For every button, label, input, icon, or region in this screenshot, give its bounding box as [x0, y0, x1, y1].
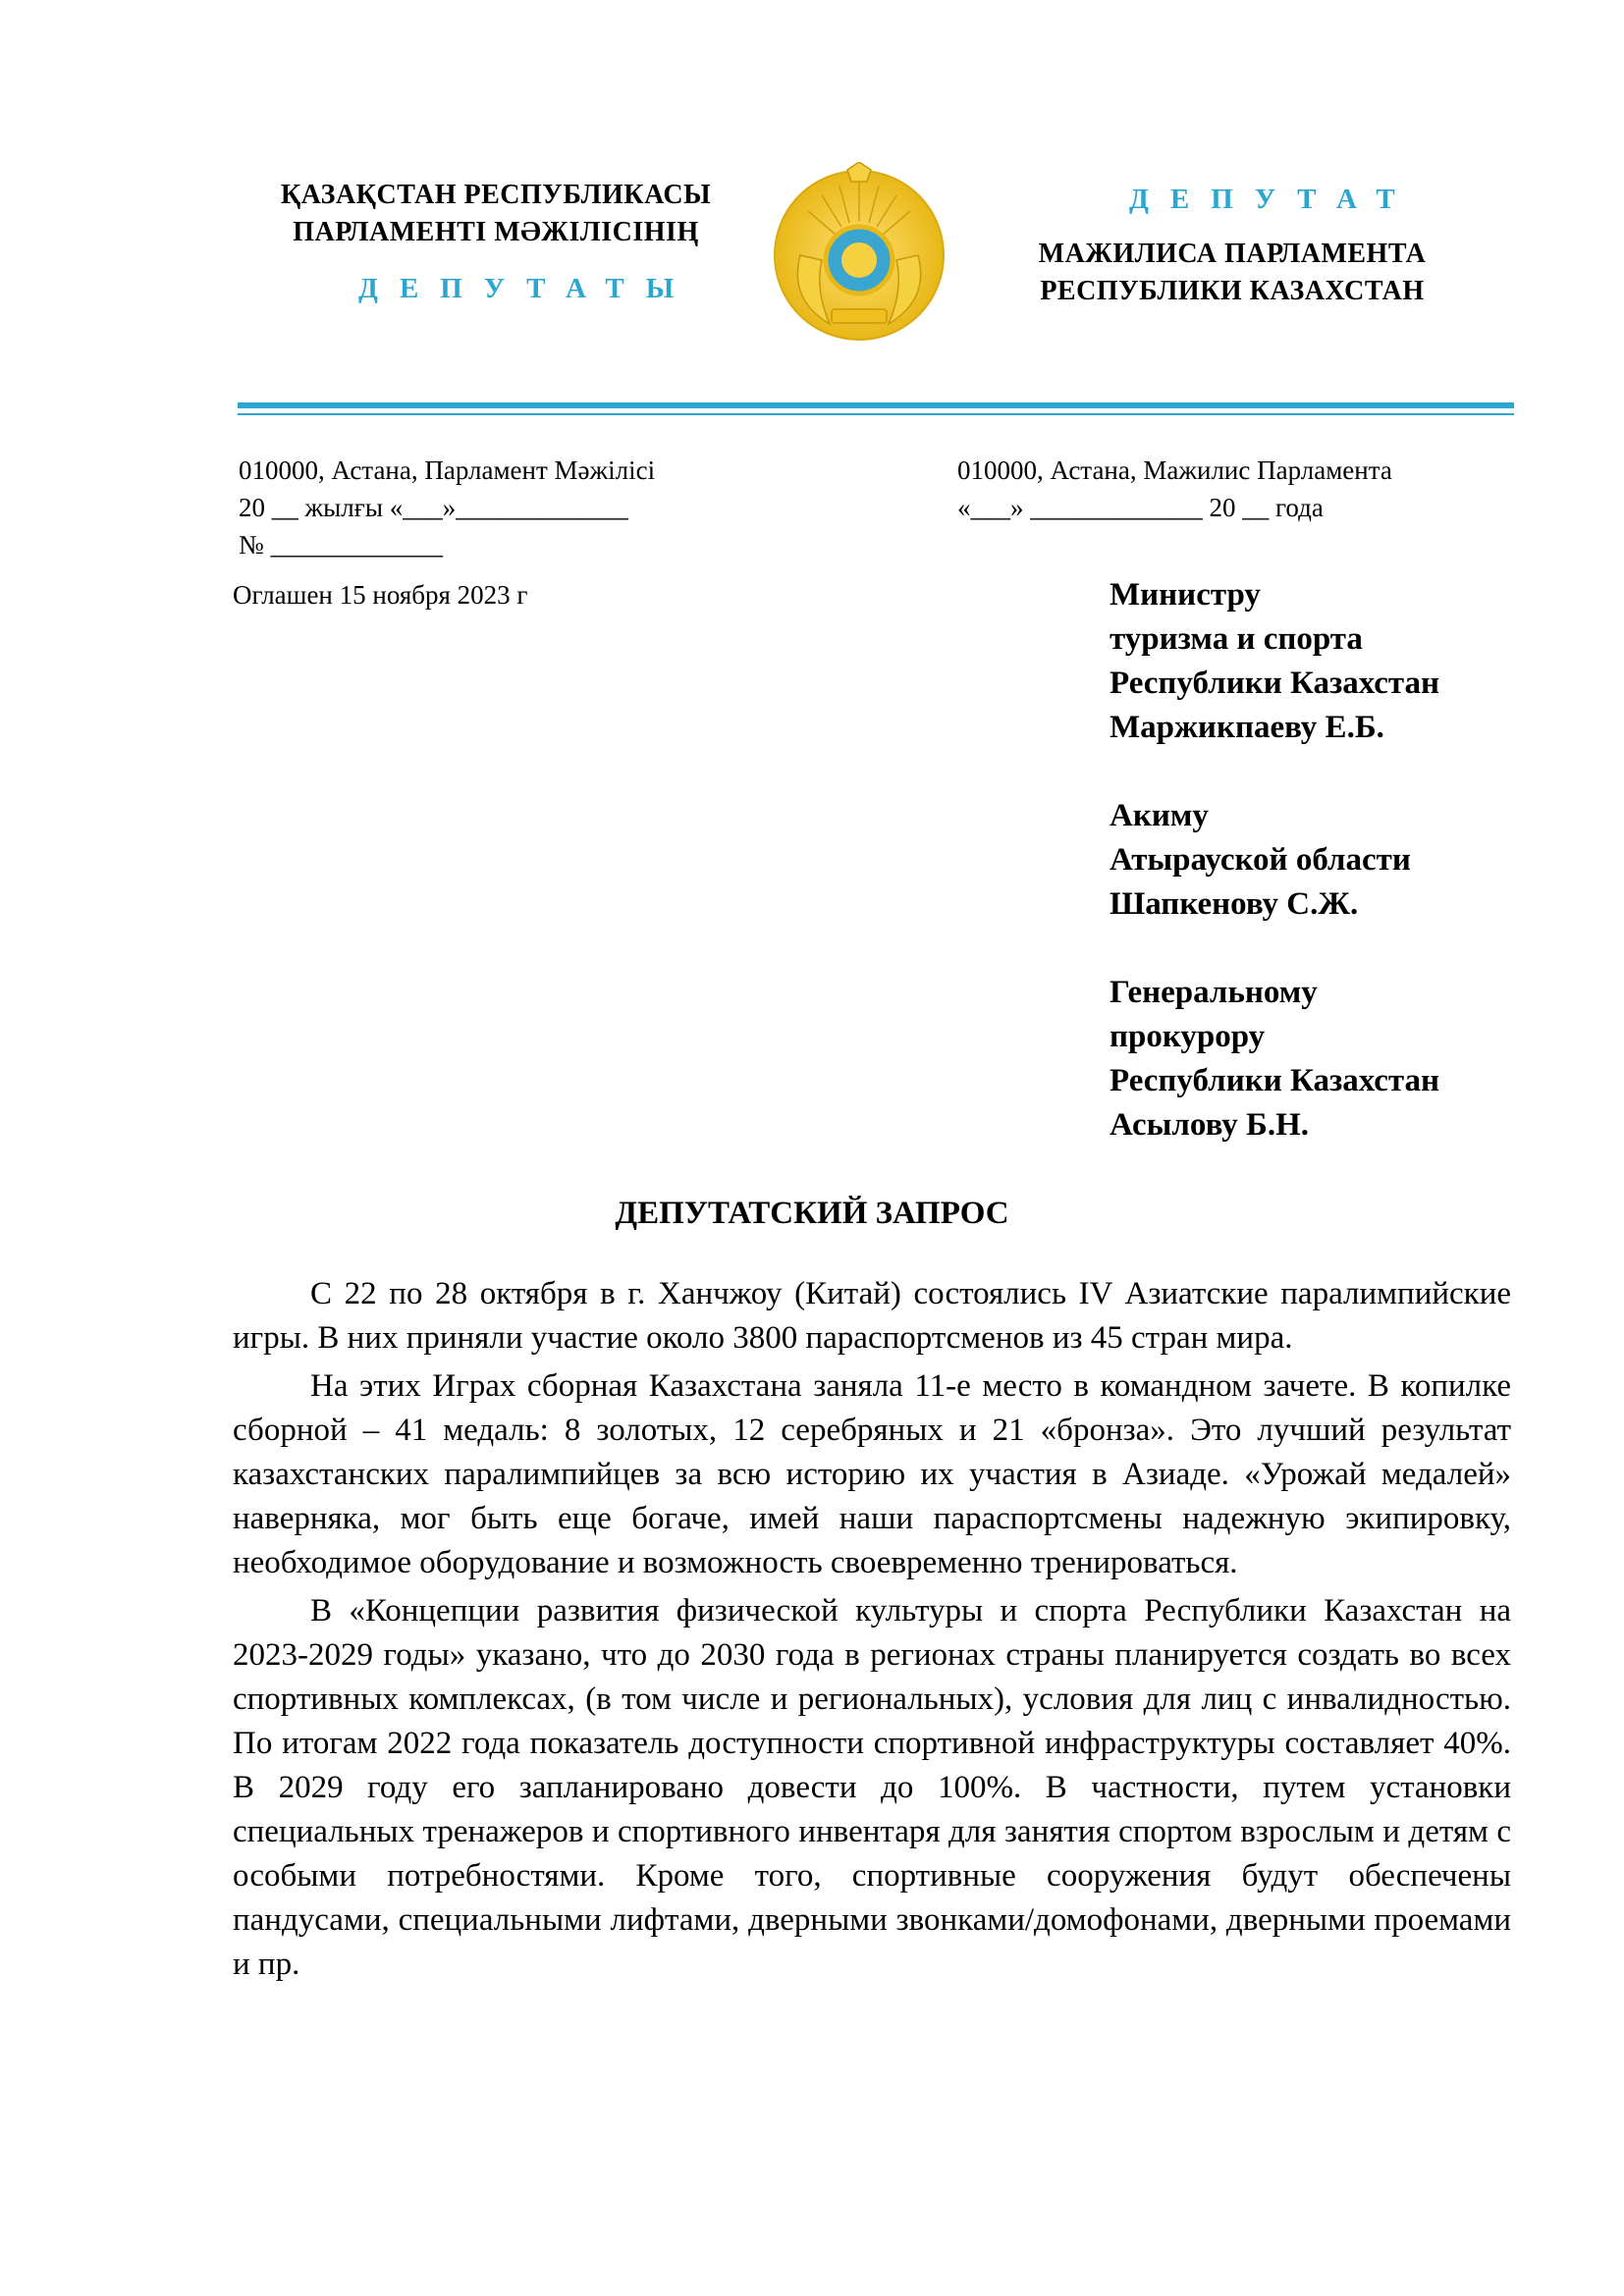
addressee-line: Маржикпаеву Е.Б. [1110, 710, 1384, 745]
addressee-minister [1110, 573, 1522, 750]
registration-kz-number: № _____________ [239, 530, 444, 560]
addressee-line: прокурору [1110, 1019, 1266, 1054]
addressee-line: Шапкенову С.Ж. [1110, 886, 1359, 922]
document-body [233, 1272, 1511, 1991]
registration-ru-date: «___» _____________ 20 __ года [957, 493, 1324, 522]
addressee-line: Асылову Б.Н. [1110, 1107, 1310, 1143]
registration-kz [239, 452, 655, 563]
letterhead-ru-line1: МАЖИЛИСА ПАРЛАМЕНТА [1038, 239, 1427, 269]
registration-ru-address: 010000, Астана, Мажилис Парламента [957, 455, 1392, 485]
addressee-line: Республики Казахстан [1110, 666, 1440, 701]
letterhead-kz-title: ДЕПУТАТЫ [358, 273, 696, 304]
document-title: ДЕПУТАТСКИЙ ЗАПРОС [615, 1196, 1009, 1231]
letterhead-kz-line2: ПАРЛАМЕНТІ МӘЖІЛІСІНІҢ [293, 217, 699, 247]
body-paragraph: На этих Играх сборная Казахстана заняла 11-е место в командном зачете. В копилке сборной – 41 медаль: 8 золотых, 12 серебряных и 21 «бронза». Это лучший результат казахстанских паралимпийцев за всю историю их участия в Азиаде. «Урожай медалей» наверняка, мог быть еще богаче, имей наши параспортсмены надежную экипировку, необходимое оборудование и возможность своевременно тренироваться. [233, 1368, 1511, 1580]
addressee-line: Генеральному [1110, 975, 1318, 1010]
announcement-date: Оглашен 15 ноября 2023 г [233, 580, 528, 610]
letterhead-kz-line1: ҚАЗАҚСТАН РЕСПУБЛИКАСЫ [280, 180, 712, 210]
addressee-prosecutor [1110, 971, 1522, 1148]
addressee-line: Республики Казахстан [1110, 1063, 1440, 1098]
addressee-akim [1110, 794, 1522, 927]
header-divider-thick [238, 402, 1514, 408]
letterhead-ru-title: ДЕПУТАТ [1129, 184, 1417, 215]
addressee-line: Министру [1110, 577, 1261, 613]
body-paragraph: В «Концепции развития физической культуры и спорта Республики Казахстан на 2023-2029 годы» указано, что до 2030 года в регионах страны планируется создать во всех спортивных комплексах, (в том числе и региональных), условия для лиц с инвалидностью. По итогам 2022 года показатель доступности спортивной инфраструктуры составляет 40%. В 2029 году его запланировано довести до 100%. В частности, путем установки специальных тренажеров и спортивного инвентаря для занятия спортом взрослым и детям с особыми потребностями. Кроме того, спортивные сооружения будут обеспечены пандусами, специальными лифтами, дверными звонками/домофонами, дверными проемами и пр. [233, 1593, 1511, 1982]
registration-ru [957, 452, 1392, 526]
letterhead-ru [1001, 236, 1463, 310]
addressee-block [1110, 573, 1522, 1192]
letterhead-kz [265, 177, 727, 251]
registration-kz-address: 010000, Астана, Парламент Мәжілісі [239, 455, 656, 485]
addressee-line: Атырауской области [1110, 842, 1411, 878]
letterhead-ru-line2: РЕСПУБЛИКИ КАЗАХСТАН [1040, 276, 1425, 306]
addressee-line: туризма и спорта [1110, 621, 1363, 657]
addressee-line: Акиму [1110, 798, 1209, 833]
registration-kz-date: 20 __ жылғы «___»_____________ [239, 493, 628, 522]
state-emblem-icon [771, 162, 947, 344]
body-paragraph: С 22 по 28 октября в г. Ханчжоу (Китай) состоялись IV Азиатские паралимпийские игры. В них приняли участие около 3800 параспортсменов из 45 стран мира. [233, 1276, 1511, 1356]
header-divider-thin [238, 413, 1514, 415]
